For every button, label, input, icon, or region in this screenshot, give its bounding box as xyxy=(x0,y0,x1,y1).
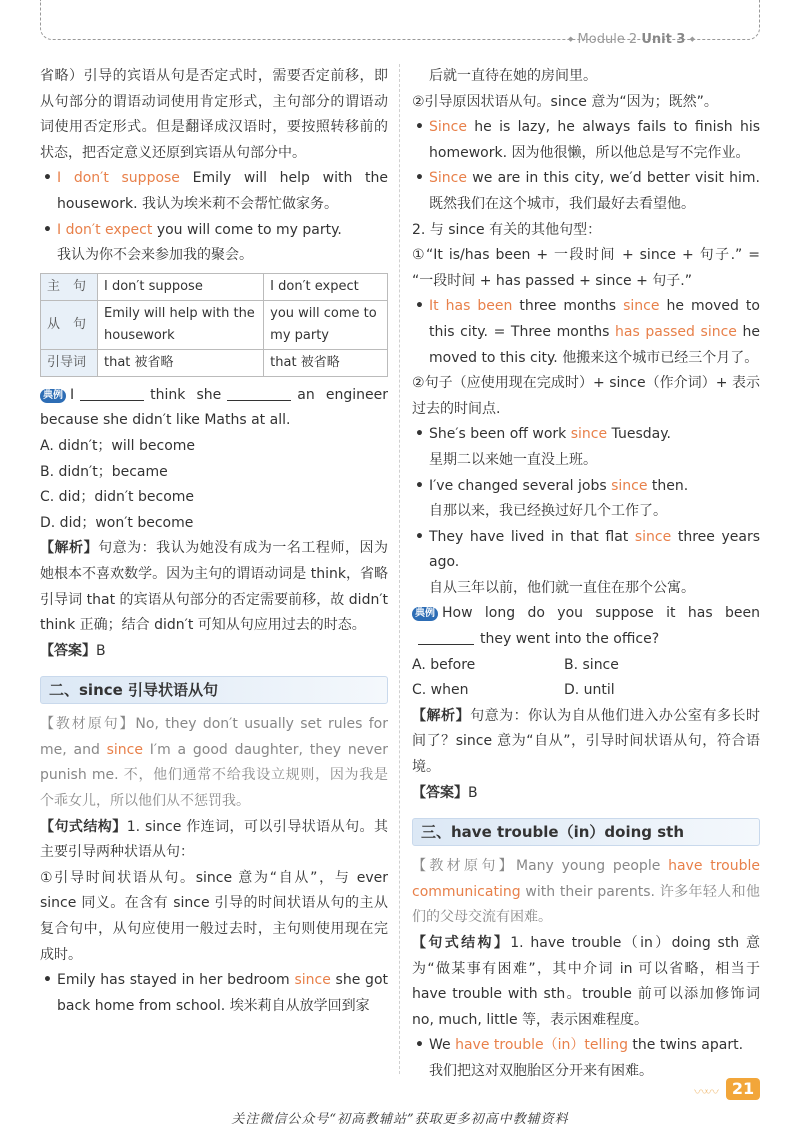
highlight-text: It has been xyxy=(429,298,513,315)
option-c: C. when xyxy=(412,682,469,699)
section-title: 二、since 引导状语从句 xyxy=(40,676,388,704)
options-row xyxy=(412,653,760,679)
table-cell: I don′t suppose xyxy=(98,273,264,300)
example-bullet xyxy=(412,474,760,525)
answer xyxy=(412,781,760,807)
table-header-cell: 主 句 xyxy=(41,273,98,300)
table-row xyxy=(41,349,388,376)
bullet-icon: • xyxy=(415,477,424,494)
sentence-text: Tuesday. xyxy=(607,426,671,443)
bullet-icon: • xyxy=(415,298,424,315)
translation-text: 埃米莉自从放学回到家 xyxy=(229,997,370,1014)
highlight-text: have trouble communicating xyxy=(412,858,761,900)
sentence-text: I′ve changed several jobs xyxy=(429,477,612,494)
textbook-text: Many young people xyxy=(516,858,669,875)
highlight-text: Since xyxy=(429,119,467,136)
sentence-text: three years ago. xyxy=(429,528,760,571)
sentence-text: Emily has stayed in her bedroom xyxy=(57,972,295,989)
analysis-label: 【解析】 xyxy=(40,540,99,557)
rule-paragraph: ②句子（应使用现在完成时）+ since（作介词）+ 表示过去的时间点. xyxy=(412,375,760,417)
textbook-label: 【教材原句】 xyxy=(40,716,136,733)
analysis xyxy=(40,536,388,638)
sentence-text: she got back home from school. xyxy=(57,972,388,1014)
textbook-sentence xyxy=(412,854,760,931)
translation-text: 我们把这对双胞胎区分开来有困难。 xyxy=(429,1062,653,1079)
example-bullet xyxy=(412,422,760,473)
page-footer: 关注微信公众号“初高教辅站”获取更多初高中教辅资料 xyxy=(231,1112,569,1127)
running-header xyxy=(568,32,695,47)
options-row xyxy=(412,678,760,704)
example-badge: 典例 xyxy=(40,389,66,403)
structure-text: 1. have trouble（in）doing sth 意为“做某事有困难”，其中介词 in 可以省略，相当于 have trouble with sth。trouble 前可以添加修饰词 no, much, little 等，表示困难程度。 xyxy=(412,935,761,1028)
clause-table xyxy=(40,273,388,377)
highlight-text: I don′t suppose xyxy=(57,170,180,187)
highlight-text: since xyxy=(106,741,143,758)
option-b: B. since xyxy=(564,656,619,673)
header-dot-icon: ◆ xyxy=(568,35,574,43)
bullet-icon: • xyxy=(415,1037,424,1054)
sentence-text: we are in this city, we′d better visit him. xyxy=(466,170,760,187)
table-cell: I don′t expect xyxy=(264,273,388,300)
sentence-text: you will come to my party. xyxy=(152,221,342,238)
translation-text: 后就一直待在她的房间里。 xyxy=(429,68,597,84)
example-bullet xyxy=(412,1033,760,1084)
structure-label: 【句式结构】 xyxy=(40,818,127,835)
textbook-translation: 许多年轻人和他们的父母交流有困难。 xyxy=(412,883,760,926)
table-row xyxy=(41,300,388,349)
example-bullet xyxy=(40,218,388,244)
example-bullet xyxy=(40,968,388,1019)
sentence-text: then. xyxy=(647,477,689,494)
question-text: they went into the office? xyxy=(480,631,660,648)
example-bullet xyxy=(412,525,760,602)
translation-text: 因为他很懒，所以他总是写不完作业。 xyxy=(511,144,750,161)
option-d: D. until xyxy=(564,682,615,699)
structure-text: 1. since 作连词，可以引导状语从句。其主要引导两种状语从句： xyxy=(40,818,389,861)
answer-blank xyxy=(80,386,144,401)
rule-paragraph: ②引导原因状语从句。since 意为“因为；既然”。 xyxy=(412,93,718,110)
answer-blank xyxy=(227,386,291,401)
table-header-cell: 从 句 xyxy=(41,300,98,349)
header-dot-icon: ◆ xyxy=(689,35,695,43)
analysis xyxy=(412,704,760,781)
table-cell: you will come to my party xyxy=(264,300,388,349)
bullet-icon: • xyxy=(415,170,424,187)
rule-paragraph: 2. 与 since 有关的其他句型： xyxy=(412,221,602,238)
bullet-icon: • xyxy=(415,426,424,443)
header-unit: Unit 3 xyxy=(641,32,686,47)
table-row xyxy=(41,273,388,300)
table-cell: that 被省略 xyxy=(264,349,388,376)
answer-label: 【答案】 xyxy=(40,642,96,659)
translation-text: 既然我们在这个城市，我们最好去看望他。 xyxy=(429,195,695,212)
table-cell: that 被省略 xyxy=(98,349,264,376)
structure xyxy=(412,931,760,1033)
bullet-icon: • xyxy=(43,170,52,187)
highlight-text: since xyxy=(611,477,648,494)
section-title: 三、have trouble（in）doing sth xyxy=(412,818,760,846)
sentence-text: the twins apart. xyxy=(627,1037,744,1054)
example-question xyxy=(40,383,388,434)
bullet-icon: • xyxy=(415,119,424,136)
translation-text: 他搬来这个城市已经三个月了。 xyxy=(562,349,759,366)
analysis-text: 句意为：我认为她没有成为一名工程师，因为她根本不喜欢数学。因为主句的谓语动词是 think，省略引导词 that 的宾语从句部分的否定需要前移，故 didn′t think 正确；结合 didn′t 可知从句应用过去的时态。 xyxy=(40,540,389,634)
highlight-text: since xyxy=(623,298,660,315)
sentence-text: We xyxy=(429,1037,456,1054)
highlight-text: have trouble（in）telling xyxy=(455,1037,628,1054)
question-text: think she xyxy=(150,386,222,403)
translation-text: 星期二以来她一直没上班。 xyxy=(429,451,597,468)
option-b: B. didn′t；became xyxy=(40,463,168,480)
answer-label: 【答案】 xyxy=(412,784,468,801)
answer-text: B xyxy=(96,642,106,659)
rule-paragraph: ①引导时间状语从句。since 意为“自从”，与 ever since 同义。在含有 since 引导的时间状语从句的主从复合句中，从句应使用一般过去时，主句则使用现在完成时。 xyxy=(40,869,388,963)
sentence-text: They have lived in that flat xyxy=(429,528,635,545)
decorative-swirl-icon: 〰〰 xyxy=(694,1085,716,1101)
table-cell: Emily will help with the housework xyxy=(98,300,264,349)
highlight-text: I don′t expect xyxy=(57,221,153,238)
page-number xyxy=(694,1078,760,1100)
highlight-text: since xyxy=(634,528,672,545)
example-badge: 典例 xyxy=(412,607,438,621)
rule-paragraph: ①“It is/has been + 一段时间 + since + 句子.” = “一段时间 + has passed + since + 句子.” xyxy=(412,247,760,289)
textbook-translation: 不，他们通常不给我设立规则，因为我是个乖女儿，所以他们从不惩罚我。 xyxy=(40,767,388,810)
highlight-text: Since xyxy=(429,170,467,187)
sentence-text: She′s been off work xyxy=(429,426,571,443)
example-bullet xyxy=(412,294,760,371)
translation-text: 我认为你不会来参加我的聚会。 xyxy=(57,247,253,264)
option-c: C. did；didn′t become xyxy=(40,489,195,506)
bullet-icon: • xyxy=(415,528,424,545)
textbook-label: 【教材原句】 xyxy=(412,858,516,875)
sentence-text: Emily will help with the housework. xyxy=(57,170,389,212)
intro-paragraph: 省略）引导的宾语从句是否定式时，需要否定前移，即从句部分的谓语动词使用肯定形式，主句部分的谓语动词使用否定形式。但是翻译成汉语时，要按照转移前的状态，把否定意义还原到宾语从句部分中。 xyxy=(40,68,388,161)
column-divider xyxy=(399,64,400,1074)
example-bullet xyxy=(412,115,760,166)
answer xyxy=(40,639,388,665)
right-column xyxy=(412,64,760,1085)
header-module: Module 2 xyxy=(577,32,638,47)
bullet-icon: • xyxy=(43,221,52,238)
page-number-badge: 21 xyxy=(726,1078,760,1100)
table-header-cell: 引导词 xyxy=(41,349,98,376)
highlight-text: since xyxy=(294,972,331,989)
answer-blank xyxy=(418,630,474,645)
structure xyxy=(40,815,388,866)
translation-text: 自那以来，我已经换过好几个工作了。 xyxy=(429,503,667,520)
option-a: A. didn′t；will become xyxy=(40,437,196,454)
analysis-label: 【解析】 xyxy=(412,707,471,724)
answer-text: B xyxy=(468,784,478,801)
textbook-text: I′m a good daughter, they never punish me. xyxy=(40,741,388,784)
highlight-text: has passed since xyxy=(615,323,737,340)
textbook-text: No, they don′t usually set rules for me, and xyxy=(40,716,389,758)
highlight-text: since xyxy=(570,426,608,443)
sentence-text: he moved to this city. = Three months xyxy=(429,298,760,340)
example-bullet xyxy=(412,166,760,217)
example-bullet xyxy=(40,166,388,217)
structure-label: 【句式结构】 xyxy=(412,935,511,951)
left-column xyxy=(40,64,388,1019)
option-d: D. did；won′t become xyxy=(40,514,194,531)
translation-text: 我认为埃米莉不会帮忙做家务。 xyxy=(142,195,339,212)
sentence-text: three months xyxy=(512,298,624,315)
textbook-text: with their parents. xyxy=(520,883,655,900)
question-text: an engineer because she didn′t like Maths at all. xyxy=(40,386,388,429)
sentence-text: he is lazy, he always fails to finish his homework. xyxy=(429,119,760,161)
example-question xyxy=(412,601,760,652)
question-text: How long do you suppose it has been xyxy=(442,605,760,622)
sentence-text: he moved to this city. xyxy=(429,323,761,366)
option-a: A. before xyxy=(412,656,476,673)
textbook-sentence xyxy=(40,712,388,814)
bullet-icon: • xyxy=(43,972,52,989)
question-text: I xyxy=(70,386,75,403)
translation-text: 自从三年以前，他们就一直住在那个公寓。 xyxy=(429,579,695,596)
analysis-text: 句意为：你认为自从他们进入办公室有多长时间了？since 意为“自从”，引导时间状语从句，符合语境。 xyxy=(412,707,761,776)
